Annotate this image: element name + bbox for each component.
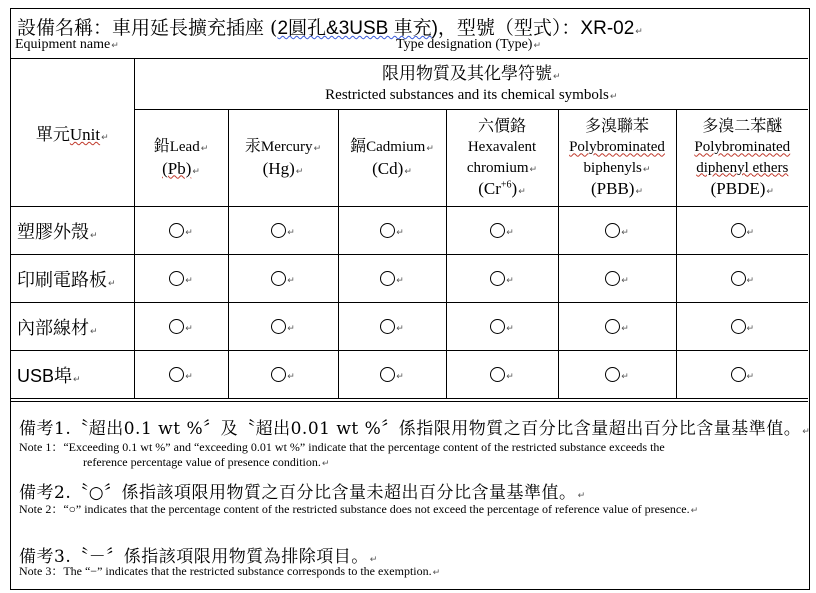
substance-cell xyxy=(134,351,228,399)
circle-icon xyxy=(271,271,286,286)
paragraph-mark-icon: ↵ xyxy=(621,371,629,382)
circle-icon xyxy=(731,367,746,382)
paragraph-mark-icon: ↵ xyxy=(506,323,514,334)
equipment-name-text: Equipment name xyxy=(15,37,111,52)
circle-icon xyxy=(380,223,395,238)
unit-column-header xyxy=(11,59,134,207)
substance-cell xyxy=(446,351,558,399)
substance-cell xyxy=(338,303,446,351)
substance-en-line2: chromium xyxy=(466,159,529,176)
substance-symbol: (PBB) xyxy=(590,178,635,198)
substance-zh: 多溴二苯醚 xyxy=(702,116,783,136)
substance-cell xyxy=(134,255,228,303)
substance-cell xyxy=(228,351,338,399)
note-1-en-line2-text: reference percentage value of presence condition. xyxy=(83,455,321,469)
table-group-header-row xyxy=(11,59,808,110)
table-row-pcb xyxy=(11,255,808,303)
paragraph-mark-icon: ↵ xyxy=(73,374,81,385)
paragraph-mark-icon: ↵ xyxy=(506,371,514,382)
note-1-en-line1: Note 1：“Exceeding 0.1 wt %” and “exceeding 0.01 wt %” indicate that the percentage content of the restricted substance exceeds the xyxy=(19,440,665,454)
circle-icon xyxy=(605,223,620,238)
substance-cell xyxy=(558,207,676,255)
equipment-title xyxy=(17,13,643,40)
paragraph-mark-icon: ↵ xyxy=(635,186,643,197)
paragraph-mark-icon: ↵ xyxy=(287,371,295,382)
unit-name-cell xyxy=(11,255,134,303)
circle-icon xyxy=(169,223,184,238)
circle-icon xyxy=(380,367,395,382)
circle-icon xyxy=(605,271,620,286)
note-1-zh-text: 備考1.〝超出0.1 wt %〞及〝超出0.01 wt %〞係指限用物質之百分比含量超出百分比含量基準值。 xyxy=(19,419,802,439)
table-row-usb-port xyxy=(11,351,808,399)
substance-header-hexavalent-chromium xyxy=(446,110,558,207)
paragraph-mark-icon: ↵ xyxy=(621,227,629,238)
paragraph-mark-icon: ↵ xyxy=(185,323,193,334)
restricted-substances-table xyxy=(11,59,808,399)
substance-header-lead xyxy=(134,110,228,207)
paragraph-mark-icon: ↵ xyxy=(90,230,98,241)
note-3-zh-text: 備考3.〝－〞係指該項限用物質為排除項目。 xyxy=(19,547,369,567)
substance-cell xyxy=(134,303,228,351)
substance-en: Hexavalent xyxy=(467,139,537,156)
paragraph-mark-icon: ↵ xyxy=(396,371,404,382)
substance-header-pbde xyxy=(676,110,808,207)
substance-zh: 多溴聯苯 xyxy=(584,116,649,136)
unit-label-zh: 單元 xyxy=(35,125,70,145)
paragraph-mark-icon: ↵ xyxy=(287,227,295,238)
note-2-en-text: Note 2：“○” indicates that the percentage content of the restricted substance does not exceed the percentage of reference value of presence. xyxy=(19,502,690,516)
paragraph-mark-icon: ↵ xyxy=(553,72,561,83)
substance-symbol: $(Cr^{+6})$ xyxy=(478,178,518,198)
substance-en-line2: diphenyl ethers xyxy=(696,159,789,176)
substance-cell xyxy=(558,303,676,351)
circle-icon xyxy=(605,319,620,334)
paragraph-mark-icon: ↵ xyxy=(518,186,526,197)
substance-symbol: (Cd) xyxy=(372,158,404,178)
circle-icon xyxy=(490,319,505,334)
circle-icon xyxy=(380,319,395,334)
circle-icon xyxy=(169,367,184,382)
circle-icon xyxy=(271,319,286,334)
circle-icon xyxy=(731,271,746,286)
circle-icon xyxy=(380,271,395,286)
unit-name: 印刷電路板 xyxy=(17,269,107,291)
substance-header-pbb xyxy=(558,110,676,207)
paragraph-mark-icon: ↵ xyxy=(529,164,538,175)
substance-cell xyxy=(676,207,808,255)
cr-charge-superscript: +6 xyxy=(500,179,512,191)
substance-zh: 鉛 xyxy=(153,136,170,156)
equipment-name-label xyxy=(15,37,119,53)
substance-header-cadmium xyxy=(338,110,446,207)
substance-header-mercury xyxy=(228,110,338,207)
paragraph-mark-icon: ↵ xyxy=(506,275,514,286)
paragraph-mark-icon: ↵ xyxy=(287,323,295,334)
paragraph-mark-icon: ↵ xyxy=(369,555,378,565)
substance-cell xyxy=(228,255,338,303)
note-1-en-line2 xyxy=(19,455,665,472)
circle-icon xyxy=(490,367,505,382)
unit-name: 內部線材 xyxy=(17,317,89,339)
substance-cell xyxy=(676,351,808,399)
circle-icon xyxy=(490,223,505,238)
paragraph-mark-icon: ↵ xyxy=(295,166,304,177)
restricted-substances-header xyxy=(134,59,808,110)
paragraph-mark-icon: ↵ xyxy=(90,326,98,337)
note-1-en xyxy=(19,440,665,472)
paragraph-mark-icon: ↵ xyxy=(404,166,412,177)
paragraph-mark-icon: ↵ xyxy=(577,491,586,501)
substance-en: Cadmium xyxy=(366,139,426,156)
paragraph-mark-icon: ↵ xyxy=(108,278,116,289)
unit-label-en: Unit xyxy=(69,125,101,144)
paragraph-mark-icon: ↵ xyxy=(635,27,643,37)
substance-cell xyxy=(228,207,338,255)
paragraph-mark-icon: ↵ xyxy=(200,144,209,155)
paragraph-mark-icon: ↵ xyxy=(185,275,193,286)
unit-name-cell xyxy=(11,207,134,255)
circle-icon xyxy=(271,223,286,238)
note-1-zh xyxy=(19,414,810,439)
circle-icon xyxy=(169,271,184,286)
substance-cell xyxy=(338,207,446,255)
paragraph-mark-icon: ↵ xyxy=(802,427,811,437)
substance-cell xyxy=(446,207,558,255)
paragraph-mark-icon: ↵ xyxy=(642,164,651,175)
substance-cell xyxy=(338,255,446,303)
substance-zh: 汞 xyxy=(244,136,261,156)
circle-icon xyxy=(731,319,746,334)
paragraph-mark-icon: ↵ xyxy=(185,371,193,382)
paragraph-mark-icon: ↵ xyxy=(746,371,755,382)
paragraph-mark-icon: ↵ xyxy=(621,275,629,286)
paragraph-mark-icon: ↵ xyxy=(111,41,119,51)
paragraph-mark-icon: ↵ xyxy=(621,323,629,334)
group-title-zh: 限用物質及其化學符號 xyxy=(382,64,552,85)
paragraph-mark-icon: ↵ xyxy=(396,275,404,286)
paragraph-mark-icon: ↵ xyxy=(396,323,404,334)
substance-en: Mercury xyxy=(260,139,313,156)
paragraph-mark-icon: ↵ xyxy=(746,275,755,286)
document-frame xyxy=(10,8,810,590)
circle-icon xyxy=(490,271,505,286)
table-row-plastic-housing xyxy=(11,207,808,255)
substance-en-line2: biphenyls xyxy=(583,159,642,176)
paragraph-mark-icon: ↵ xyxy=(766,186,774,197)
substance-cell xyxy=(676,255,808,303)
substance-en: Polybrominated xyxy=(694,139,791,156)
paragraph-mark-icon: ↵ xyxy=(690,506,699,516)
substance-en: Lead xyxy=(169,139,200,156)
type-designation-text: Type designation (Type) xyxy=(396,37,533,52)
circle-icon xyxy=(605,367,620,382)
unit-name: USB埠 xyxy=(17,365,73,386)
substance-cell xyxy=(446,303,558,351)
unit-name-cell xyxy=(11,303,134,351)
paragraph-mark-icon: ↵ xyxy=(432,568,441,578)
notes-section xyxy=(11,401,811,578)
note-2-zh xyxy=(19,478,586,503)
paragraph-mark-icon: ↵ xyxy=(609,91,618,102)
paragraph-mark-icon: ↵ xyxy=(426,144,434,155)
substance-symbol: (Pb) xyxy=(162,158,192,178)
paragraph-mark-icon: ↵ xyxy=(313,144,322,155)
substance-cell xyxy=(338,351,446,399)
paragraph-mark-icon: ↵ xyxy=(185,227,193,238)
unit-name: 塑膠外殼 xyxy=(17,221,89,243)
paragraph-mark-icon: ↵ xyxy=(746,227,755,238)
paragraph-mark-icon: ↵ xyxy=(192,166,200,177)
substance-cell xyxy=(558,351,676,399)
note-2-en xyxy=(19,502,698,519)
document-header xyxy=(11,9,808,59)
paragraph-mark-icon: ↵ xyxy=(533,41,541,51)
substance-symbol: (Hg) xyxy=(262,158,295,178)
substance-symbol: (PBDE) xyxy=(710,178,766,198)
paragraph-mark-icon: ↵ xyxy=(506,227,514,238)
paragraph-mark-icon: ↵ xyxy=(287,275,295,286)
title-prefix: 設備名稱：車用延長擴充插座 ( xyxy=(17,17,278,39)
substance-en: Polybrominated xyxy=(569,139,665,156)
substance-cell xyxy=(228,303,338,351)
title-suffix: )，型號（型式）：XR-02 xyxy=(431,18,635,39)
substance-cell xyxy=(134,207,228,255)
group-title-en: Restricted substances and its chemical symbols xyxy=(325,86,609,103)
paragraph-mark-icon: ↵ xyxy=(746,323,755,334)
note-3-en xyxy=(19,564,440,581)
substance-cell xyxy=(676,303,808,351)
substance-cell xyxy=(558,255,676,303)
type-designation-label xyxy=(396,37,541,53)
title-model-desc: 2圓孔&3USB 車充 xyxy=(277,18,432,39)
paragraph-mark-icon: ↵ xyxy=(321,459,330,469)
paragraph-mark-icon: ↵ xyxy=(101,133,109,143)
paragraph-mark-icon: ↵ xyxy=(396,227,404,238)
circle-icon xyxy=(271,367,286,382)
circle-icon xyxy=(731,223,746,238)
unit-name-cell xyxy=(11,351,134,399)
note-2-zh-text: 備考2.〝○〞係指該項限用物質之百分比含量未超出百分比含量基準值。 xyxy=(19,483,577,503)
note-3-en-text: Note 3：The “−” indicates that the restricted substance corresponds to the exemption. xyxy=(19,564,432,578)
substance-zh: 六價鉻 xyxy=(477,116,526,136)
circle-icon xyxy=(169,319,184,334)
substance-zh: 鎘 xyxy=(350,136,367,156)
table-row-internal-wiring xyxy=(11,303,808,351)
substance-cell xyxy=(446,255,558,303)
